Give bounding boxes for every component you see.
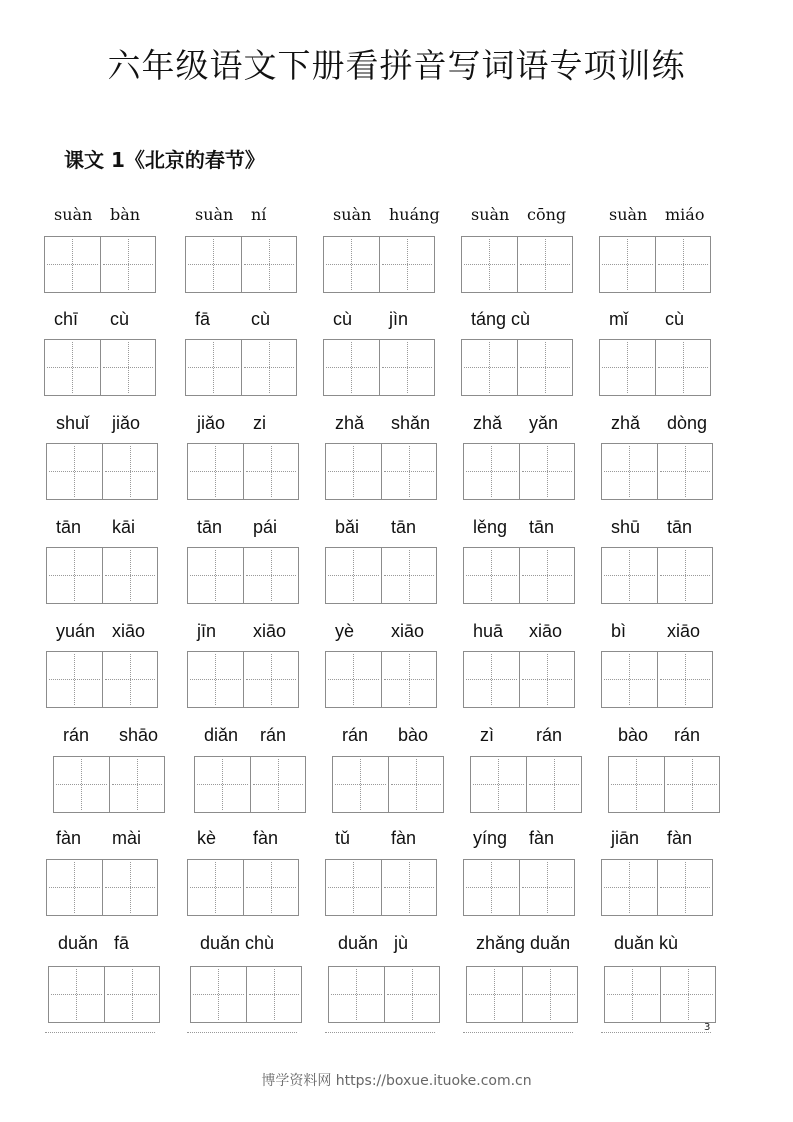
pinyin-syllable-2: cù (251, 309, 271, 329)
pinyin-label (323, 309, 435, 331)
word-item (463, 413, 575, 500)
pinyin-label (608, 725, 720, 747)
word-item (187, 517, 299, 604)
writing-box[interactable] (187, 651, 299, 708)
word-item (608, 725, 720, 813)
word-item (187, 828, 299, 916)
pinyin-syllable-1: táng cù (471, 309, 531, 329)
word-item (461, 205, 573, 293)
pinyin-label (185, 205, 297, 227)
pinyin-syllable-2: xiāo (112, 621, 146, 641)
pinyin-label (601, 621, 713, 643)
writing-box[interactable] (46, 859, 158, 916)
tianzige-square[interactable] (243, 444, 298, 499)
pinyin-syllable-1: lěng (473, 517, 508, 537)
tianzige-square[interactable] (384, 967, 439, 1022)
pinyin-label (466, 933, 578, 955)
pinyin-label (194, 725, 306, 747)
tianzige-square[interactable] (54, 757, 109, 812)
pinyin-syllable-2: tān (391, 517, 417, 537)
tianzige-square[interactable] (326, 652, 381, 707)
pinyin-label (601, 517, 713, 539)
tianzige-square[interactable] (47, 860, 102, 915)
tianzige-square[interactable] (464, 548, 519, 603)
writing-box[interactable] (323, 236, 435, 293)
word-item (46, 413, 158, 500)
tianzige-square[interactable] (519, 444, 574, 499)
pinyin-label (46, 828, 158, 850)
word-item (185, 309, 297, 396)
writing-box[interactable] (463, 651, 575, 708)
pinyin-syllable-2: pái (253, 517, 278, 537)
pinyin-syllable-2: tān (529, 517, 555, 537)
pinyin-label (46, 621, 158, 643)
pinyin-label (599, 205, 711, 227)
word-item (194, 725, 306, 813)
pinyin-label (53, 725, 165, 747)
pinyin-syllable-1: zhǎ (473, 413, 503, 433)
pinyin-syllable-1: mǐ (609, 309, 628, 329)
pinyin-label (463, 413, 575, 435)
pinyin-syllable-2: fàn (529, 828, 555, 848)
writing-box[interactable] (325, 859, 437, 916)
pinyin-syllable-2: cōng (527, 205, 567, 224)
pinyin-label (46, 413, 158, 435)
writing-box[interactable] (601, 859, 713, 916)
pinyin-syllable-1: zhǎng duǎn (476, 933, 571, 953)
writing-box[interactable] (323, 339, 435, 396)
writing-box[interactable] (608, 756, 720, 813)
pinyin-syllable-1: zì (480, 725, 495, 745)
pinyin-label (185, 309, 297, 331)
tianzige-square[interactable] (379, 237, 434, 292)
pinyin-syllable-2: fā (114, 933, 130, 953)
pinyin-label (463, 828, 575, 850)
pinyin-label (323, 205, 440, 227)
pinyin-syllable-2: yǎn (529, 413, 559, 433)
tianzige-square[interactable] (195, 757, 250, 812)
pinyin-label (325, 413, 437, 435)
writing-box[interactable] (601, 443, 713, 500)
pinyin-label (187, 621, 299, 643)
pinyin-syllable-1: suàn (471, 205, 510, 224)
pinyin-syllable-1: duǎn kù (614, 933, 679, 953)
pinyin-syllable-1: bǎi (335, 517, 360, 537)
word-item (325, 621, 437, 708)
tianzige-square[interactable] (100, 340, 155, 395)
pinyin-syllable-2: huáng (389, 205, 440, 224)
word-item (599, 205, 711, 293)
pinyin-syllable-1: yuán (56, 621, 96, 641)
word-item (463, 621, 575, 708)
pinyin-syllable-2: xiāo (253, 621, 287, 641)
pinyin-syllable-1: tǔ (335, 828, 351, 848)
pinyin-syllable-1: fā (195, 309, 211, 329)
tianzige-square[interactable] (467, 967, 522, 1022)
tianzige-square[interactable] (522, 967, 577, 1022)
pinyin-label (604, 933, 716, 955)
tianzige-square[interactable] (188, 652, 243, 707)
pinyin-syllable-2: ní (251, 205, 267, 224)
writing-box[interactable] (46, 651, 158, 708)
writing-box[interactable] (187, 859, 299, 916)
writing-box[interactable] (325, 443, 437, 500)
writing-box[interactable] (44, 339, 156, 396)
tianzige-square[interactable] (49, 967, 104, 1022)
writing-box[interactable] (44, 236, 156, 293)
pinyin-label (601, 413, 713, 435)
word-item (325, 828, 437, 916)
tianzige-square[interactable] (241, 340, 296, 395)
pinyin-syllable-1: fàn (56, 828, 82, 848)
pinyin-syllable-1: tān (197, 517, 223, 537)
word-item (463, 517, 575, 604)
pinyin-label (463, 621, 575, 643)
tianzige-square[interactable] (526, 757, 581, 812)
word-item (599, 309, 711, 396)
tianzige-square[interactable] (657, 444, 712, 499)
pinyin-label (461, 309, 573, 331)
word-item (187, 621, 299, 708)
tianzige-square[interactable] (250, 757, 305, 812)
tianzige-square[interactable] (47, 444, 102, 499)
pinyin-syllable-2: kāi (112, 517, 136, 537)
tianzige-square[interactable] (45, 237, 100, 292)
writing-box[interactable] (470, 756, 582, 813)
tianzige-square[interactable] (188, 548, 243, 603)
tianzige-square[interactable] (381, 444, 436, 499)
tianzige-square[interactable] (324, 340, 379, 395)
tianzige-square[interactable] (602, 548, 657, 603)
writing-box[interactable] (190, 966, 302, 1023)
pinyin-label (461, 205, 573, 227)
word-item (187, 413, 299, 500)
pinyin-label (44, 309, 156, 331)
tianzige-square[interactable] (605, 967, 660, 1022)
word-item (46, 517, 158, 604)
pinyin-syllable-2: rán (674, 725, 701, 745)
pinyin-label (44, 205, 156, 227)
pinyin-syllable-2: jìn (389, 309, 409, 329)
pinyin-syllable-1: chī (54, 309, 79, 329)
pinyin-label (187, 828, 299, 850)
tianzige-square[interactable] (243, 548, 298, 603)
tianzige-square[interactable] (464, 444, 519, 499)
tianzige-square[interactable] (602, 444, 657, 499)
pinyin-label (187, 517, 299, 539)
word-item (461, 309, 573, 396)
tianzige-square[interactable] (102, 548, 157, 603)
pinyin-syllable-1: suàn (54, 205, 93, 224)
writing-box[interactable] (332, 756, 444, 813)
word-item (466, 933, 578, 1023)
pinyin-syllable-2: cù (110, 309, 130, 329)
tianzige-square[interactable] (333, 757, 388, 812)
word-item (44, 309, 156, 396)
pinyin-syllable-1: jiǎo (197, 413, 226, 433)
tianzige-square[interactable] (381, 860, 436, 915)
pinyin-syllable-1: bào (618, 725, 649, 745)
pinyin-syllable-1: kè (197, 828, 217, 848)
tianzige-square[interactable] (102, 860, 157, 915)
pinyin-syllable-2: xiāo (391, 621, 425, 641)
writing-box[interactable] (328, 966, 440, 1023)
pinyin-syllable-1: diǎn (204, 725, 239, 745)
dotted-rule (325, 1032, 435, 1033)
writing-box[interactable] (46, 443, 158, 500)
pinyin-syllable-2: bàn (110, 205, 141, 224)
tianzige-square[interactable] (47, 652, 102, 707)
tianzige-square[interactable] (609, 757, 664, 812)
pinyin-syllable-2: cù (665, 309, 685, 329)
pinyin-syllable-1: zhǎ (611, 413, 641, 433)
tianzige-square[interactable] (379, 340, 434, 395)
pinyin-syllable-2: miáo (665, 205, 705, 224)
word-item (601, 517, 713, 604)
pinyin-syllable-2: jù (394, 933, 409, 953)
pinyin-label (187, 413, 299, 435)
pinyin-label (470, 725, 582, 747)
page-title: 六年级语文下册看拼音写词语专项训练 (107, 46, 686, 85)
word-item (604, 933, 716, 1023)
pinyin-syllable-2: rán (536, 725, 563, 745)
pinyin-label (463, 517, 575, 539)
tianzige-square[interactable] (464, 652, 519, 707)
writing-box[interactable] (466, 966, 578, 1023)
tianzige-square[interactable] (243, 652, 298, 707)
pinyin-label (325, 828, 437, 850)
tianzige-square[interactable] (102, 652, 157, 707)
tianzige-square[interactable] (47, 548, 102, 603)
writing-box[interactable] (599, 339, 711, 396)
pinyin-syllable-1: duǎn chù (200, 933, 275, 953)
pinyin-syllable-2: shǎn (391, 413, 431, 433)
writing-box[interactable] (48, 966, 160, 1023)
pinyin-syllable-1: duǎn (58, 933, 99, 953)
writing-box[interactable] (194, 756, 306, 813)
pinyin-syllable-1: suàn (609, 205, 648, 224)
dotted-rule (463, 1032, 573, 1033)
pinyin-syllable-1: tān (56, 517, 82, 537)
word-item (332, 725, 444, 813)
word-item (323, 309, 435, 396)
pinyin-label (328, 933, 440, 955)
tianzige-square[interactable] (243, 860, 298, 915)
pinyin-syllable-1: yè (335, 621, 355, 641)
tianzige-square[interactable] (517, 340, 572, 395)
word-item (323, 205, 440, 293)
writing-box[interactable] (604, 966, 716, 1023)
pinyin-label (48, 933, 160, 955)
writing-box[interactable] (53, 756, 165, 813)
pinyin-syllable-1: rán (342, 725, 369, 745)
writing-box[interactable] (463, 859, 575, 916)
pinyin-syllable-1: jīn (197, 621, 217, 641)
tianzige-square[interactable] (517, 237, 572, 292)
tianzige-square[interactable] (326, 548, 381, 603)
pinyin-syllable-1: duǎn (338, 933, 379, 953)
writing-box[interactable] (185, 236, 297, 293)
tianzige-square[interactable] (246, 967, 301, 1022)
writing-box[interactable] (187, 443, 299, 500)
writing-box[interactable] (325, 547, 437, 604)
word-item (48, 933, 160, 1023)
pinyin-syllable-1: rán (63, 725, 90, 745)
tianzige-square[interactable] (102, 444, 157, 499)
pinyin-syllable-1: huā (473, 621, 504, 641)
word-item (601, 413, 713, 500)
tianzige-square[interactable] (602, 860, 657, 915)
writing-box[interactable] (461, 236, 573, 293)
tianzige-square[interactable] (381, 652, 436, 707)
pinyin-syllable-2: shāo (119, 725, 159, 745)
tianzige-square[interactable] (519, 548, 574, 603)
word-item (463, 828, 575, 916)
pinyin-syllable-2: xiāo (529, 621, 563, 641)
pinyin-syllable-2: fàn (667, 828, 693, 848)
pinyin-syllable-2: dòng (667, 413, 708, 433)
word-item (190, 933, 302, 1023)
tianzige-square[interactable] (188, 860, 243, 915)
tianzige-square[interactable] (191, 967, 246, 1022)
word-item (185, 205, 297, 293)
tianzige-square[interactable] (186, 340, 241, 395)
tianzige-square[interactable] (186, 237, 241, 292)
tianzige-square[interactable] (655, 237, 710, 292)
pinyin-syllable-2: fàn (253, 828, 279, 848)
pinyin-label (601, 828, 713, 850)
tianzige-square[interactable] (519, 860, 574, 915)
word-item (44, 205, 156, 293)
pinyin-syllable-2: rán (260, 725, 287, 745)
writing-box[interactable] (463, 443, 575, 500)
word-item (601, 621, 713, 708)
lesson-heading: 课文 1《北京的春节》 (64, 148, 265, 172)
pinyin-syllable-1: jiān (611, 828, 640, 848)
pinyin-label (190, 933, 302, 955)
dotted-rule (45, 1032, 155, 1033)
word-item (46, 621, 158, 708)
tianzige-square[interactable] (462, 237, 517, 292)
pinyin-label (332, 725, 444, 747)
pinyin-syllable-2: zi (253, 413, 266, 433)
pinyin-syllable-1: yíng (473, 828, 508, 848)
writing-box[interactable] (325, 651, 437, 708)
pinyin-syllable-1: shū (611, 517, 641, 537)
tianzige-square[interactable] (381, 548, 436, 603)
pinyin-label (599, 309, 711, 331)
writing-box[interactable] (187, 547, 299, 604)
word-item (325, 517, 437, 604)
writing-box[interactable] (461, 339, 573, 396)
tianzige-square[interactable] (462, 340, 517, 395)
pinyin-syllable-1: cù (333, 309, 353, 329)
pinyin-syllable-1: suàn (195, 205, 234, 224)
tianzige-square[interactable] (655, 340, 710, 395)
pinyin-syllable-2: mài (112, 828, 142, 848)
word-item (46, 828, 158, 916)
footer-watermark: 博学资料网 https://boxue.ituoke.com.cn (261, 1073, 532, 1089)
page-number: 3 (704, 1022, 711, 1033)
writing-box[interactable] (601, 547, 713, 604)
tianzige-square[interactable] (45, 340, 100, 395)
writing-box[interactable] (46, 547, 158, 604)
word-item (470, 725, 582, 813)
tianzige-square[interactable] (471, 757, 526, 812)
tianzige-square[interactable] (324, 237, 379, 292)
pinyin-syllable-1: bì (611, 621, 627, 641)
word-item (601, 828, 713, 916)
pinyin-syllable-1: suàn (333, 205, 372, 224)
tianzige-square[interactable] (600, 340, 655, 395)
tianzige-square[interactable] (326, 860, 381, 915)
pinyin-syllable-2: xiāo (667, 621, 701, 641)
tianzige-square[interactable] (188, 444, 243, 499)
pinyin-syllable-2: jiǎo (112, 413, 141, 433)
pinyin-label (325, 621, 437, 643)
writing-box[interactable] (185, 339, 297, 396)
dotted-rule (601, 1032, 711, 1033)
tianzige-square[interactable] (241, 237, 296, 292)
writing-box[interactable] (463, 547, 575, 604)
tianzige-square[interactable] (326, 444, 381, 499)
writing-box[interactable] (601, 651, 713, 708)
tianzige-square[interactable] (657, 860, 712, 915)
word-item (328, 933, 440, 1023)
tianzige-square[interactable] (600, 237, 655, 292)
pinyin-syllable-2: tān (667, 517, 693, 537)
tianzige-square[interactable] (104, 967, 159, 1022)
tianzige-square[interactable] (657, 652, 712, 707)
pinyin-syllable-2: bào (398, 725, 429, 745)
pinyin-syllable-1: zhǎ (335, 413, 365, 433)
tianzige-square[interactable] (657, 548, 712, 603)
tianzige-square[interactable] (664, 757, 719, 812)
pinyin-syllable-2: fàn (391, 828, 417, 848)
tianzige-square[interactable] (109, 757, 164, 812)
dotted-rule (187, 1032, 297, 1033)
writing-box[interactable] (599, 236, 711, 293)
tianzige-square[interactable] (602, 652, 657, 707)
pinyin-label (46, 517, 158, 539)
pinyin-label (325, 517, 437, 539)
tianzige-square[interactable] (660, 967, 715, 1022)
pinyin-syllable-1: shuǐ (56, 413, 90, 433)
tianzige-square[interactable] (464, 860, 519, 915)
tianzige-square[interactable] (100, 237, 155, 292)
tianzige-square[interactable] (388, 757, 443, 812)
tianzige-square[interactable] (519, 652, 574, 707)
word-item (325, 413, 437, 500)
word-item (53, 725, 165, 813)
tianzige-square[interactable] (329, 967, 384, 1022)
